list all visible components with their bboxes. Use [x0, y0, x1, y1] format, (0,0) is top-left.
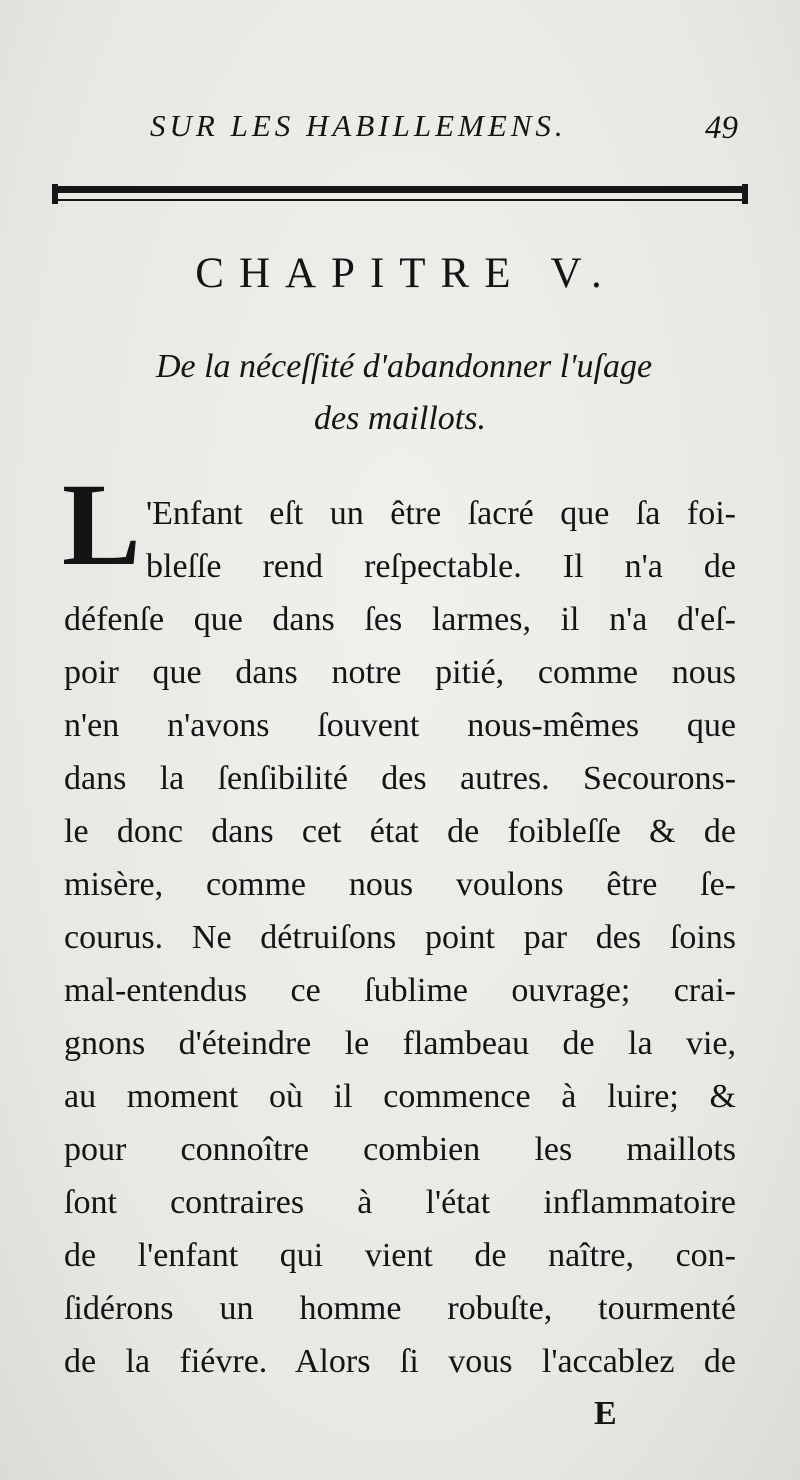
signature-mark: E [594, 1395, 617, 1432]
header-rule-thin [54, 199, 746, 201]
running-head [0, 104, 800, 154]
body-line-12: au moment où il commence à luire; & [64, 1078, 736, 1115]
header-rule-cap-left [52, 184, 58, 204]
body-line-17: de la fiévre. Alors ſi vous l'accablez de [64, 1343, 736, 1380]
drop-cap: L [62, 459, 141, 590]
chapter-subtitle-line-2: des maillots. [314, 400, 486, 437]
body-line-10: mal-entendus ce ſublime ouvrage; crai- [64, 972, 736, 1009]
page-number: 49 [705, 110, 738, 146]
body-line-8: misère, comme nous voulons être ſe- [64, 866, 736, 903]
body-line-13: pour connoître combien les maillots [64, 1131, 736, 1168]
body-line-2: bleſſe rend reſpectable. Il n'a de [146, 548, 736, 585]
running-title: SUR LES HABILLEMENS. [150, 108, 567, 143]
chapter-subtitle-line-1: De la néceſſité d'abandonner l'uſage [155, 348, 653, 385]
body-line-9: courus. Ne détruiſons point par des ſoins [64, 919, 736, 956]
body-line-16: ſidérons un homme robuſte, tourmenté [64, 1290, 736, 1327]
body-line-5: n'en n'avons ſouvent nous-mêmes que [64, 707, 736, 744]
body-line-15: de l'enfant qui vient de naître, con- [64, 1237, 736, 1274]
body-line-1: 'Enfant eſt un être ſacré que ſa foi- [146, 495, 736, 532]
body-line-3: défenſe que dans ſes larmes, il n'a d'eſ- [64, 601, 736, 638]
header-rule-thick [54, 186, 746, 193]
body-line-4: poir que dans notre pitié, comme nous [64, 654, 736, 691]
body-line-7: le donc dans cet état de foibleſſe & de [64, 813, 736, 850]
header-rule-cap-right [742, 184, 748, 204]
chapter-title: CHAPITRE V. [195, 250, 617, 297]
body-line-14: ſont contraires à l'état inflammatoire [64, 1184, 736, 1221]
body-line-11: gnons d'éteindre le flambeau de la vie, [64, 1025, 736, 1062]
body-line-6: dans la ſenſibilité des autres. Secourons- [64, 760, 736, 797]
